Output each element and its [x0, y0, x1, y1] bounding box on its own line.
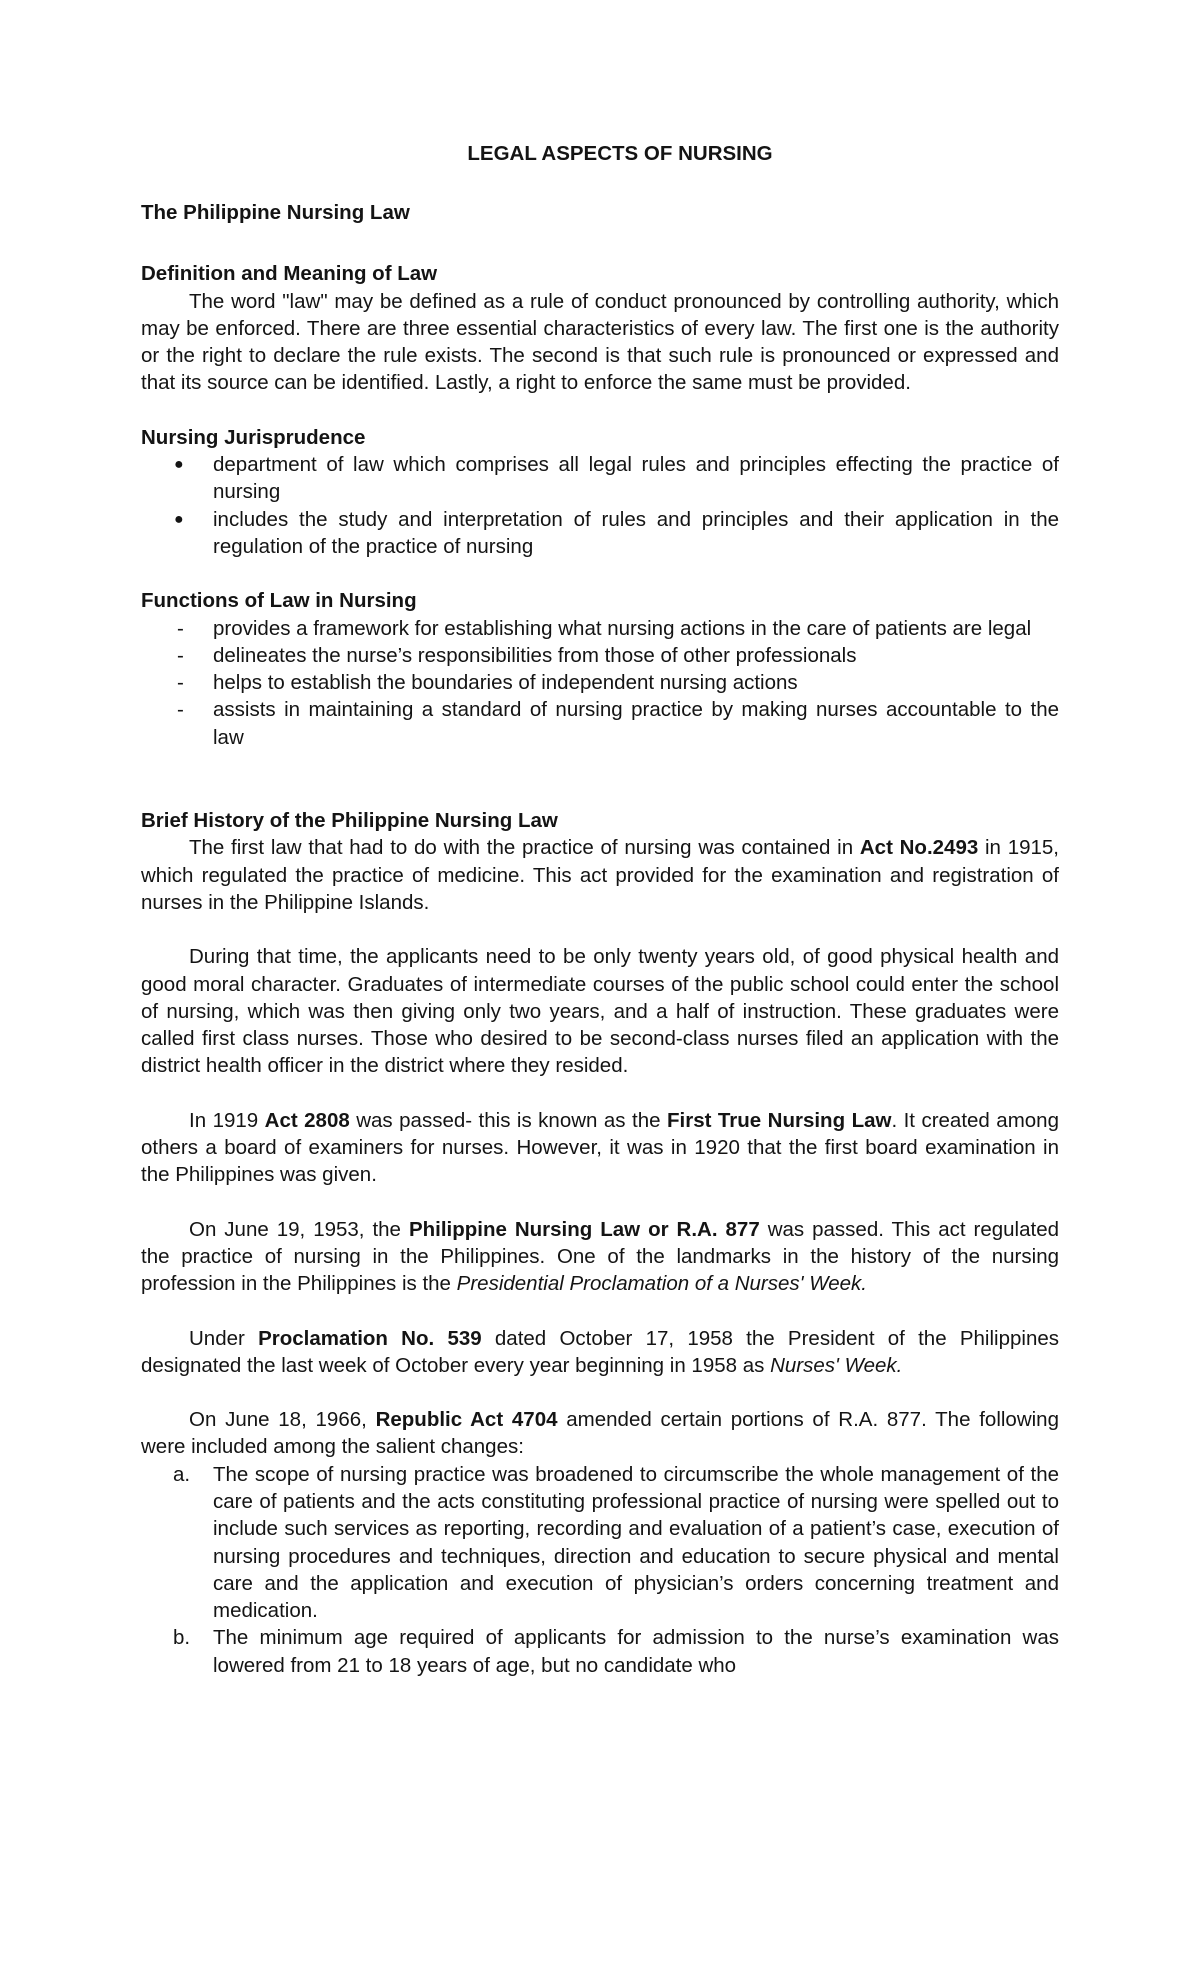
list-item-text: delineates the nurse’s responsibilities from those of other professionals — [213, 643, 857, 667]
jurisprudence-list — [141, 451, 1059, 560]
text-run: . It created among others a board of examiners for nurses. However, it was in 1920 that the first board examination in the Philippines was given. — [141, 1108, 1059, 1187]
bold-text: Philippine Nursing Law or R.A. 877 — [408, 1217, 760, 1241]
bullet-icon: ● — [174, 510, 184, 528]
list-item — [141, 451, 1059, 506]
list-item-text: assists in maintaining a standard of nursing practice by making nurses accountable to the law — [213, 698, 1059, 749]
list-item — [141, 642, 1059, 669]
history-paragraph-6 — [141, 1406, 1059, 1461]
functions-list — [141, 615, 1059, 751]
bullet-icon: ● — [174, 456, 184, 474]
text-run: In 1919 — [189, 1108, 265, 1132]
history-paragraph-4 — [141, 1216, 1059, 1298]
italic-text: Nurses' Week. — [770, 1353, 903, 1377]
bold-text: First True Nursing Law — [667, 1108, 892, 1132]
dash-icon: - — [177, 698, 184, 722]
subtitle-heading: The Philippine Nursing Law — [141, 201, 410, 224]
history-heading: Brief History of the Philippine Nursing Law — [141, 809, 558, 833]
list-item-text: provides a framework for establishing what nursing actions in the care of patients are legal — [213, 616, 1032, 640]
functions-heading: Functions of Law in Nursing — [141, 589, 417, 613]
text-run: dated October 17, 1958 the President of the Philippines designated the last week of October every year beginning in 1958 as — [141, 1326, 1059, 1377]
list-item — [141, 615, 1059, 642]
italic-text: Presidential Proclamation of a Nurses' Week. — [456, 1272, 867, 1296]
dash-icon: - — [177, 671, 184, 695]
list-item — [141, 1624, 1059, 1679]
bold-text: Act 2808 — [264, 1108, 350, 1132]
text-run: was passed- this is known as the — [349, 1108, 667, 1132]
text-run: The first law that had to do with the practice of nursing was contained in — [189, 836, 860, 860]
definition-paragraph: The word "law" may be defined as a rule of conduct pronounced by controlling authority, which may be enforced. There are three essential characteristics of every law. The first one is the authority or the right to declare the rule exists. The second is that such rule is pronounced or expressed and that its source can be identified. Lastly, a right to enforce the same must be provided. — [141, 289, 1059, 395]
text-run: was passed. This act regulated the practice of nursing in the Philippines. One of the landmarks in the history of the nursing profession in the Philippines is the — [141, 1217, 1060, 1296]
bold-text: Act No.2493 — [859, 836, 979, 860]
list-marker: b. — [173, 1626, 191, 1650]
definition-heading: Definition and Meaning of Law — [141, 262, 438, 286]
document-title: LEGAL ASPECTS OF NURSING — [467, 142, 773, 165]
document-body — [141, 140, 1059, 1679]
salient-changes-list — [141, 1461, 1059, 1679]
jurisprudence-heading: Nursing Jurisprudence — [141, 425, 366, 449]
bold-text: Proclamation No. 539 — [258, 1326, 482, 1350]
text-run: in 1915, which regulated the practice of medicine. This act provided for the examination and registration of nurses in the Philippine Islands. — [141, 836, 1059, 914]
list-item — [141, 669, 1059, 696]
list-item-text: helps to establish the boundaries of independent nursing actions — [213, 671, 798, 695]
list-item — [141, 506, 1059, 561]
dash-icon: - — [177, 616, 184, 640]
text-run: Under — [189, 1326, 259, 1350]
text-run: On June 18, 1966, — [189, 1408, 376, 1432]
history-paragraph-1 — [141, 834, 1059, 916]
history-paragraph-5 — [141, 1325, 1059, 1380]
list-item — [141, 1461, 1059, 1625]
list-item — [141, 696, 1059, 751]
text-run: amended certain portions of R.A. 877. The following were included among the salient changes: — [141, 1408, 1059, 1459]
list-item-text: The scope of nursing practice was broadened to circumscribe the whole management of the care of patients and the acts constituting professional practice of nursing were spelled out to include such services as reporting, recording and evaluation of a patient’s case, execution of nursing procedures and techniques, direction and education to secure physical and mental care and the application and execution of physician’s orders concerning treatment and medication. — [213, 1462, 1059, 1623]
list-item-text: department of law which comprises all legal rules and principles effecting the practice of nursing — [213, 453, 1059, 504]
dash-icon: - — [177, 643, 184, 667]
list-item-text: includes the study and interpretation of rules and principles and their application in the regulation of the practice of nursing — [213, 507, 1059, 558]
bold-text: Republic Act 4704 — [375, 1408, 558, 1432]
list-item-text: The minimum age required of applicants for admission to the nurse’s examination was lowered from 21 to 18 years of age, but no candidate who — [213, 1626, 1059, 1677]
text-run: On June 19, 1953, the — [189, 1217, 409, 1241]
history-paragraph-3 — [141, 1107, 1059, 1189]
history-paragraph-2: During that time, the applicants need to be only twenty years old, of good physical health and good moral character. Graduates of intermediate courses of the public school could enter the school of nursing, which was then giving only two years, and a half of instruction. These graduates were called first class nurses. Those who desired to be second-class nurses filed an application with the district health officer in the district where they resided. — [141, 945, 1059, 1078]
list-marker: a. — [173, 1462, 191, 1486]
